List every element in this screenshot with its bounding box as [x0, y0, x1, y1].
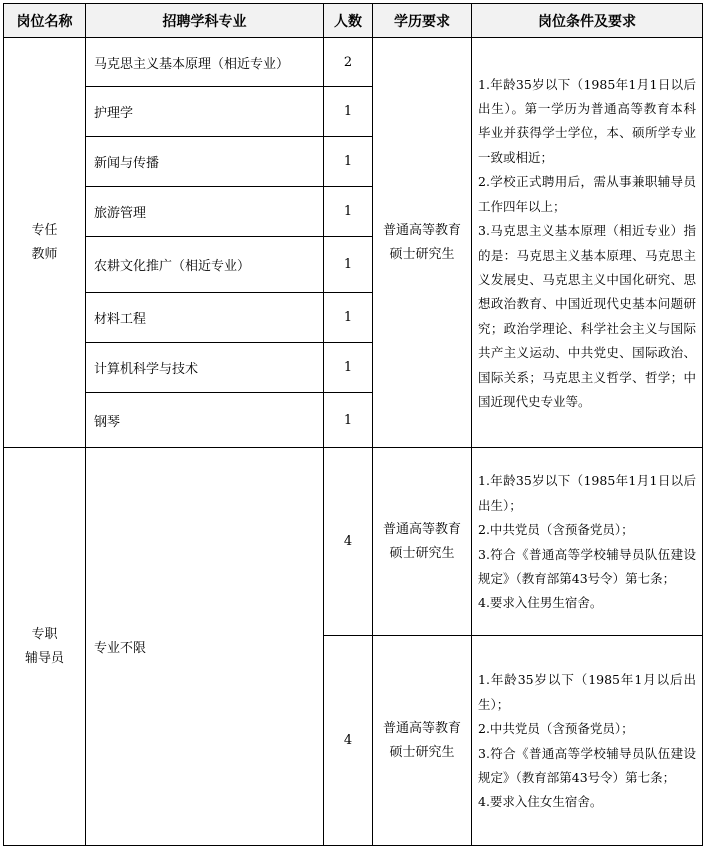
conditions-cell-teacher — [472, 38, 703, 448]
education-text: 普通高等教育 — [382, 720, 461, 736]
count-cell: 1 — [324, 137, 373, 187]
recruitment-table — [3, 3, 703, 846]
count-cell: 1 — [324, 187, 373, 237]
major-cell-counselor: 专业不限 — [86, 448, 324, 846]
header-conditions: 岗位条件及要求 — [472, 4, 703, 38]
conditions-cell — [472, 448, 703, 636]
condition-item: 2.中共党员（含预备党员）； — [478, 522, 634, 538]
count-cell: 1 — [324, 237, 373, 293]
post-cell-counselor — [4, 448, 86, 846]
table-row — [4, 38, 703, 87]
education-cell-teacher — [373, 38, 472, 448]
count-cell: 2 — [324, 38, 373, 87]
header-row — [4, 4, 703, 38]
header-education: 学历要求 — [373, 4, 472, 38]
post-name: 专职 — [31, 626, 58, 642]
condition-item: 3.符合《普通高等学校辅导员队伍建设规定》（教育部第43号令）第七条； — [478, 745, 696, 785]
header-count: 人数 — [324, 4, 373, 38]
table-row — [4, 448, 703, 636]
count-cell: 1 — [324, 343, 373, 393]
major-cell: 材料工程 — [86, 293, 324, 343]
major-cell: 钢琴 — [86, 393, 324, 448]
education-cell — [373, 636, 472, 846]
education-text: 硕士研究生 — [389, 545, 455, 561]
post-name: 辅导员 — [24, 650, 64, 666]
major-cell: 马克思主义基本原理（相近专业） — [86, 38, 324, 87]
condition-item: 2.中共党员（含预备党员）； — [478, 721, 634, 737]
header-major: 招聘学科专业 — [86, 4, 324, 38]
education-text: 普通高等教育 — [382, 222, 461, 238]
count-cell: 1 — [324, 393, 373, 448]
education-cell — [373, 448, 472, 636]
count-cell: 4 — [324, 636, 373, 846]
count-cell: 1 — [324, 87, 373, 137]
condition-item: 3.符合《普通高等学校辅导员队伍建设规定》（教育部第43号令）第七条； — [478, 546, 696, 586]
condition-item: 4.要求入住男生宿舍。 — [478, 595, 603, 611]
education-text: 硕士研究生 — [389, 246, 455, 262]
post-name: 专任 — [31, 222, 58, 238]
major-cell: 计算机科学与技术 — [86, 343, 324, 393]
conditions-cell — [472, 636, 703, 846]
education-text: 硕士研究生 — [389, 744, 455, 760]
major-cell: 农耕文化推广（相近专业） — [86, 237, 324, 293]
major-cell: 护理学 — [86, 87, 324, 137]
education-text: 普通高等教育 — [382, 521, 461, 537]
post-cell-teacher — [4, 38, 86, 448]
condition-item: 3.马克思主义基本原理（相近专业）指的是：马克思主义基本原理、马克思主义发展史、马克思主义中国化研究、思想政治教育、中国近现代史基本问题研究；政治学理论、科学社会主义与国际共产主义运动、中共党史、国际政治、国际关系；马克思主义哲学、哲学；中国近现代史专业等。 — [478, 223, 696, 409]
condition-item: 1.年龄35岁以下（1985年1月1日以后出生）。第一学历为普通高等教育本科毕业并获得学士学位，本、硕所学专业一致或相近； — [478, 76, 696, 165]
condition-item: 1.年龄35岁以下（1985年1月1日以后出生）； — [478, 473, 696, 513]
condition-item: 1.年龄35岁以下（1985年1月以后出生）； — [478, 672, 696, 712]
count-cell: 1 — [324, 293, 373, 343]
condition-item: 4.要求入住女生宿舍。 — [478, 794, 603, 810]
header-post: 岗位名称 — [4, 4, 86, 38]
condition-item: 2.学校正式聘用后，需从事兼职辅导员工作四年以上； — [478, 174, 696, 214]
post-name: 教师 — [31, 246, 58, 262]
major-cell: 旅游管理 — [86, 187, 324, 237]
major-cell: 新闻与传播 — [86, 137, 324, 187]
count-cell: 4 — [324, 448, 373, 636]
